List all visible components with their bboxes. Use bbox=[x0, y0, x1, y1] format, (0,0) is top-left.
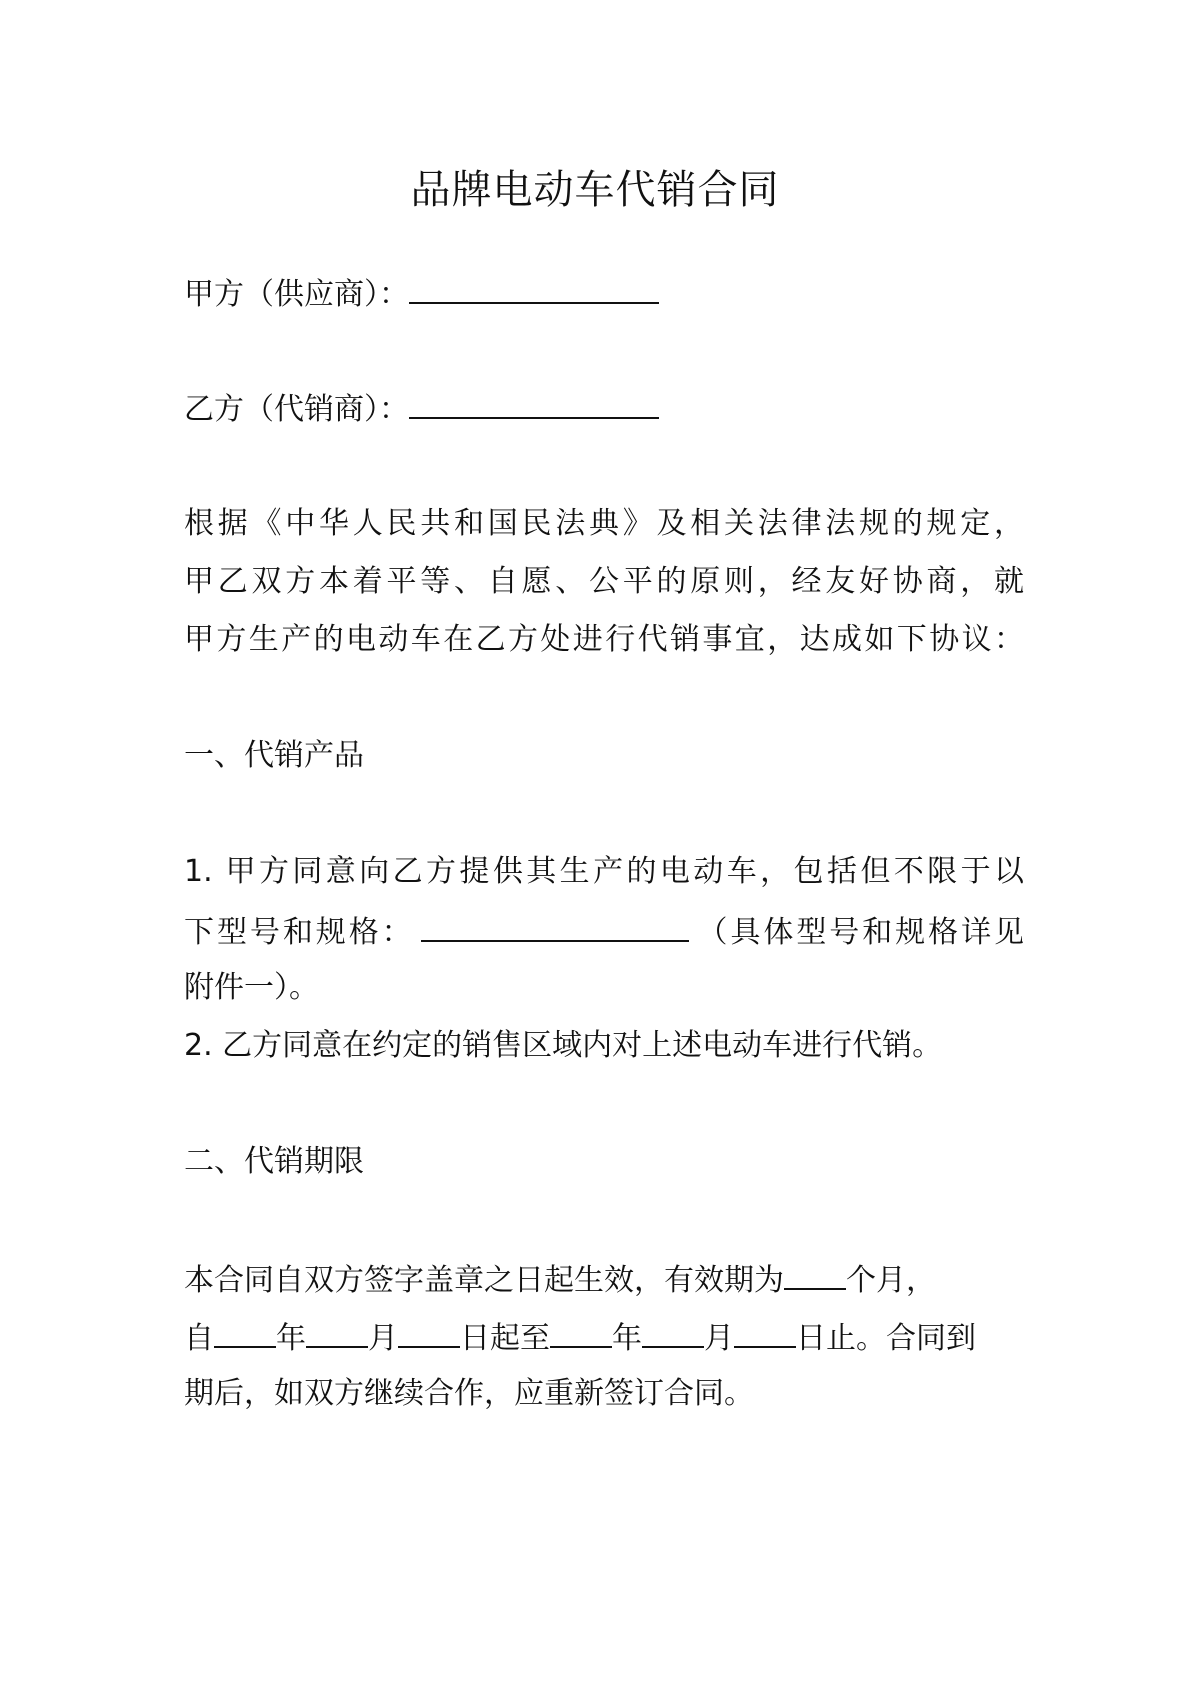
intro-line-1: 根据《中华人民共和国民法典》及相关法律法规的规定， bbox=[184, 506, 1024, 541]
end-day-blank[interactable] bbox=[734, 1314, 796, 1348]
party-a-label: 甲方（供应商）： bbox=[184, 277, 409, 312]
months-blank[interactable] bbox=[784, 1256, 846, 1290]
term-text: 本合同自双方签字盖章之日起生效，有效期为 bbox=[184, 1263, 784, 1298]
month-label-2: 月 bbox=[704, 1321, 734, 1356]
section-1-item-1-line-3: 附件一）。 bbox=[184, 970, 319, 1005]
to-label: 日起至 bbox=[460, 1321, 550, 1356]
section-2-heading: 二、代销期限 bbox=[184, 1144, 364, 1179]
section-1-item-1-line-1: 1. 甲方同意向乙方提供其生产的电动车，包括但不限于以 bbox=[184, 854, 1024, 889]
section-2-line-2 bbox=[184, 1314, 1024, 1361]
section-2-line-1 bbox=[184, 1256, 1024, 1303]
end-year-blank[interactable] bbox=[550, 1314, 612, 1348]
model-blank[interactable] bbox=[421, 908, 689, 942]
model-label: 下型号和规格： bbox=[184, 915, 415, 950]
from-label: 自 bbox=[184, 1321, 214, 1356]
party-a-line bbox=[184, 270, 1024, 317]
start-day-blank[interactable] bbox=[398, 1314, 460, 1348]
party-b-blank[interactable] bbox=[409, 385, 659, 419]
document-title: 品牌电动车代销合同 bbox=[410, 167, 780, 213]
end-month-blank[interactable] bbox=[642, 1314, 704, 1348]
party-b-label: 乙方（代销商）： bbox=[184, 392, 409, 427]
intro-line-2: 甲乙双方本着平等、自愿、公平的原则，经友好协商，就 bbox=[184, 564, 1024, 599]
section-1-item-1-line-2 bbox=[184, 908, 1024, 955]
model-note: （具体型号和规格详见 bbox=[694, 915, 1025, 950]
section-2-line-3: 期后，如双方继续合作，应重新签订合同。 bbox=[184, 1376, 754, 1411]
party-b-line bbox=[184, 385, 1024, 432]
start-month-blank[interactable] bbox=[306, 1314, 368, 1348]
party-a-blank[interactable] bbox=[409, 270, 659, 304]
year-label-2: 年 bbox=[612, 1321, 642, 1356]
month-label: 月 bbox=[368, 1321, 398, 1356]
start-year-blank[interactable] bbox=[214, 1314, 276, 1348]
year-label: 年 bbox=[276, 1321, 306, 1356]
section-1-item-2: 2. 乙方同意在约定的销售区域内对上述电动车进行代销。 bbox=[184, 1028, 943, 1063]
end-text: 日止。合同到 bbox=[796, 1321, 976, 1356]
section-1-heading: 一、代销产品 bbox=[184, 738, 364, 773]
months-unit: 个月， bbox=[846, 1263, 936, 1298]
intro-line-3: 甲方生产的电动车在乙方处进行代销事宜，达成如下协议： bbox=[184, 622, 1024, 657]
